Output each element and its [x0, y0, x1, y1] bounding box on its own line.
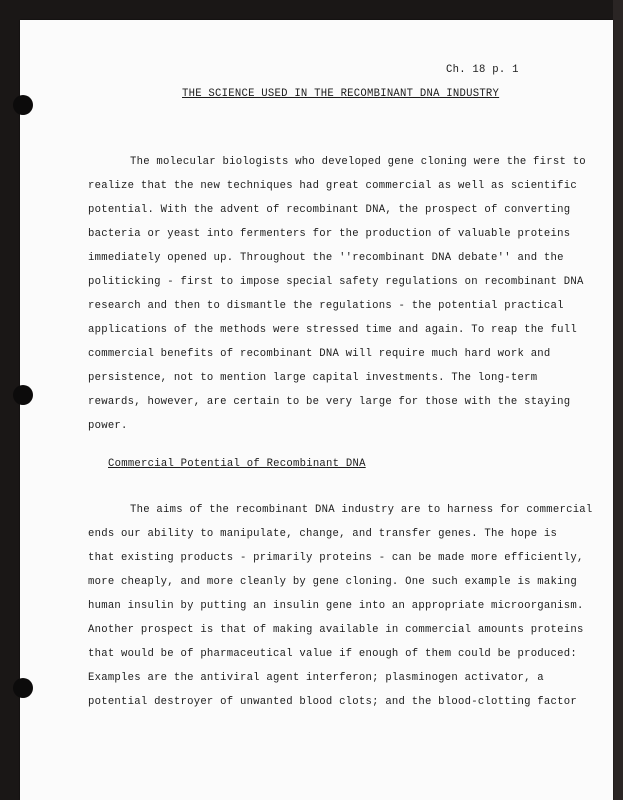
text-line: power.	[88, 420, 128, 432]
binder-hole-top	[13, 95, 33, 115]
text-line: politicking - first to impose special safety regulations on recombinant DNA	[88, 276, 584, 288]
text-line: Another prospect is that of making available in commercial amounts proteins	[88, 624, 584, 636]
binder-hole-bottom	[13, 678, 33, 698]
text-line: The molecular biologists who developed gene cloning were the first to	[130, 156, 586, 168]
text-line: Examples are the antiviral agent interferon; plasminogen activator, a	[88, 672, 544, 684]
text-line: more cheaply, and more cleanly by gene cloning. One such example is making	[88, 576, 577, 588]
section-heading: Commercial Potential of Recombinant DNA	[108, 458, 366, 470]
text-line: commercial benefits of recombinant DNA will require much hard work and	[88, 348, 551, 360]
binder-hole-middle	[13, 385, 33, 405]
document-title: THE SCIENCE USED IN THE RECOMBINANT DNA INDUSTRY	[182, 88, 500, 100]
text-line: that would be of pharmaceutical value if enough of them could be produced:	[88, 648, 577, 660]
text-line: immediately opened up. Throughout the ''recombinant DNA debate'' and the	[88, 252, 564, 264]
text-line: potential destroyer of unwanted blood clots; and the blood-clotting factor	[88, 696, 577, 708]
text-line: human insulin by putting an insulin gene into an appropriate microorganism.	[88, 600, 584, 612]
text-line: persistence, not to mention large capital investments. The long-term	[88, 372, 538, 384]
text-line: that existing products - primarily proteins - can be made more efficiently,	[88, 552, 584, 564]
scan-background-top	[0, 0, 623, 20]
text-line: potential. With the advent of recombinant DNA, the prospect of converting	[88, 204, 571, 216]
text-line: ends our ability to manipulate, change, and transfer genes. The hope is	[88, 528, 558, 540]
text-line: realize that the new techniques had great commercial as well as scientific	[88, 180, 577, 192]
text-line: research and then to dismantle the regulations - the potential practical	[88, 300, 564, 312]
paragraph-1	[88, 150, 586, 438]
scan-background-right	[613, 0, 623, 800]
page-number: Ch. 18 p. 1	[446, 64, 519, 76]
paragraph-2	[88, 498, 593, 714]
text-line: The aims of the recombinant DNA industry are to harness for commercial	[130, 504, 593, 516]
text-line: applications of the methods were stressed time and again. To reap the full	[88, 324, 577, 336]
text-line: rewards, however, are certain to be very large for those with the staying	[88, 396, 571, 408]
text-line: bacteria or yeast into fermenters for the production of valuable proteins	[88, 228, 571, 240]
